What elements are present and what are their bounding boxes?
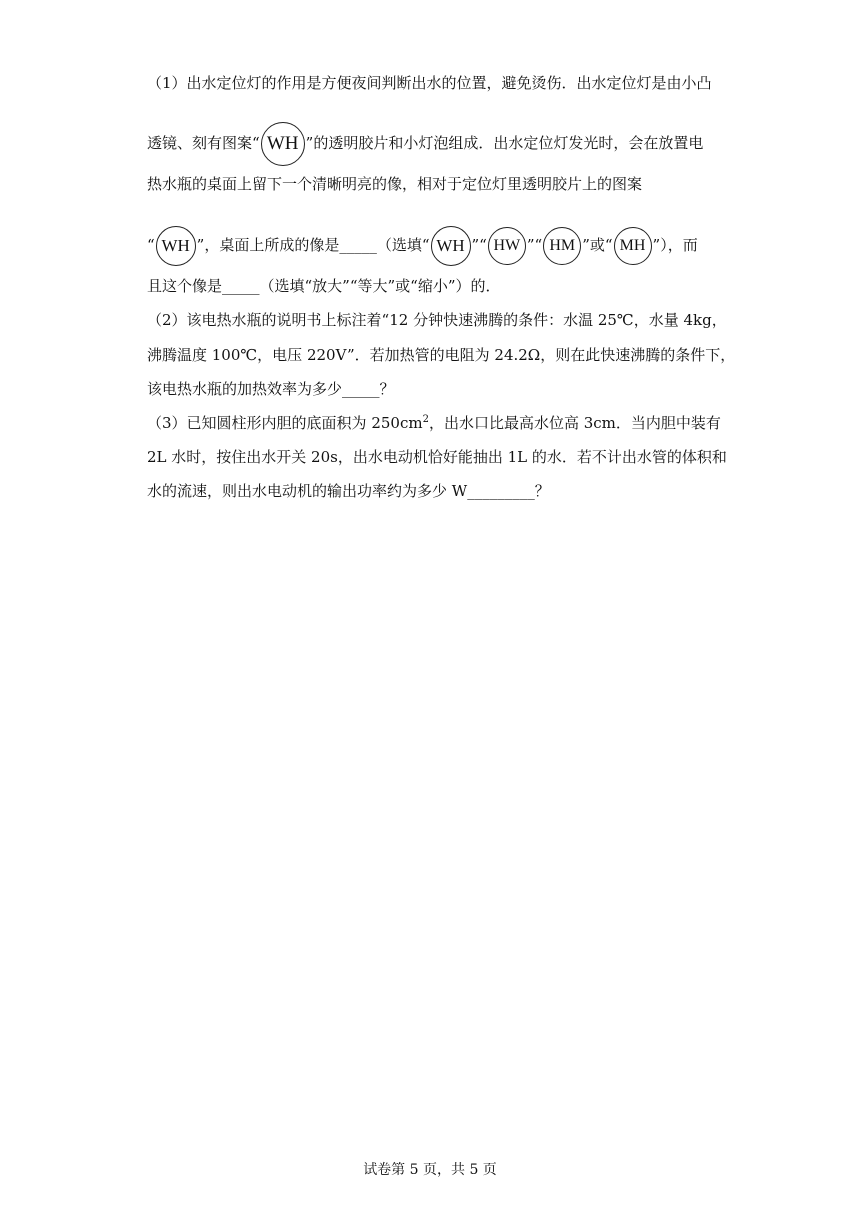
option-mh-figure: MH xyxy=(614,227,652,265)
q1-line-2-after: ”的透明胶片和小灯泡组成．出水定位灯发光时，会在放置电 xyxy=(305,134,704,152)
option-wh-figure: WH xyxy=(431,226,471,266)
q3-line-1-before: （3）已知圆柱形内胆的底面积为 250cm xyxy=(147,414,423,432)
q1-line-4-end: ”），而 xyxy=(652,236,698,254)
q1-line-2 xyxy=(147,122,703,166)
wh-pattern-figure: WH xyxy=(261,122,305,166)
q1-line-1: （1）出水定位灯的作用是方便夜间判断出水的位置，避免烫伤．出水定位灯是由小凸 xyxy=(147,74,712,92)
q3-superscript: 2 xyxy=(422,414,429,425)
q1-line-4 xyxy=(147,226,698,266)
q1-line-3: 热水瓶的桌面上留下一个清晰明亮的像，相对于定位灯里透明胶片上的图案 xyxy=(147,175,643,193)
q1-sep-2: ”“ xyxy=(526,236,543,254)
page-footer: 试卷第 5 页，共 5 页 xyxy=(363,1162,497,1178)
option-hw-figure: HW xyxy=(488,227,526,265)
q2-line-3: 该电热水瓶的加热效率为多少_____？ xyxy=(147,380,395,398)
q1-line-4-open: “ xyxy=(147,236,155,254)
q1-line-5: 且这个像是_____（选填“放大”“等大”或“缩小”）的． xyxy=(147,277,501,295)
wh-pattern-figure-2: WH xyxy=(156,226,196,266)
q1-sep-3: ”或“ xyxy=(582,236,613,254)
q3-line-1 xyxy=(147,413,721,433)
q3-line-1-after: ，出水口比最高水位高 3cm．当内胆中装有 xyxy=(428,414,721,432)
q3-line-2: 2L 水时，按住出水开关 20s，出水电动机恰好能抽出 1L 的水．若不计出水管的体积和 xyxy=(147,448,727,466)
q1-line-2-before: 透镜、刻有图案“ xyxy=(147,134,260,152)
q1-line-4-mid: ”，桌面上所成的像是_____（选填“ xyxy=(196,236,430,254)
option-hm-figure: HM xyxy=(543,227,581,265)
q3-line-3: 水的流速，则出水电动机的输出功率约为多少 W_________？ xyxy=(147,482,550,500)
q2-line-1: （2）该电热水瓶的说明书上标注着“12 分钟快速沸腾的条件：水温 25℃，水量 4kg， xyxy=(147,311,727,329)
q1-sep-1: ”“ xyxy=(471,236,487,254)
q2-line-2: 沸腾温度 100℃，电压 220V”．若加热管的电阻为 24.2Ω，则在此快速沸腾的条件下， xyxy=(147,346,736,364)
